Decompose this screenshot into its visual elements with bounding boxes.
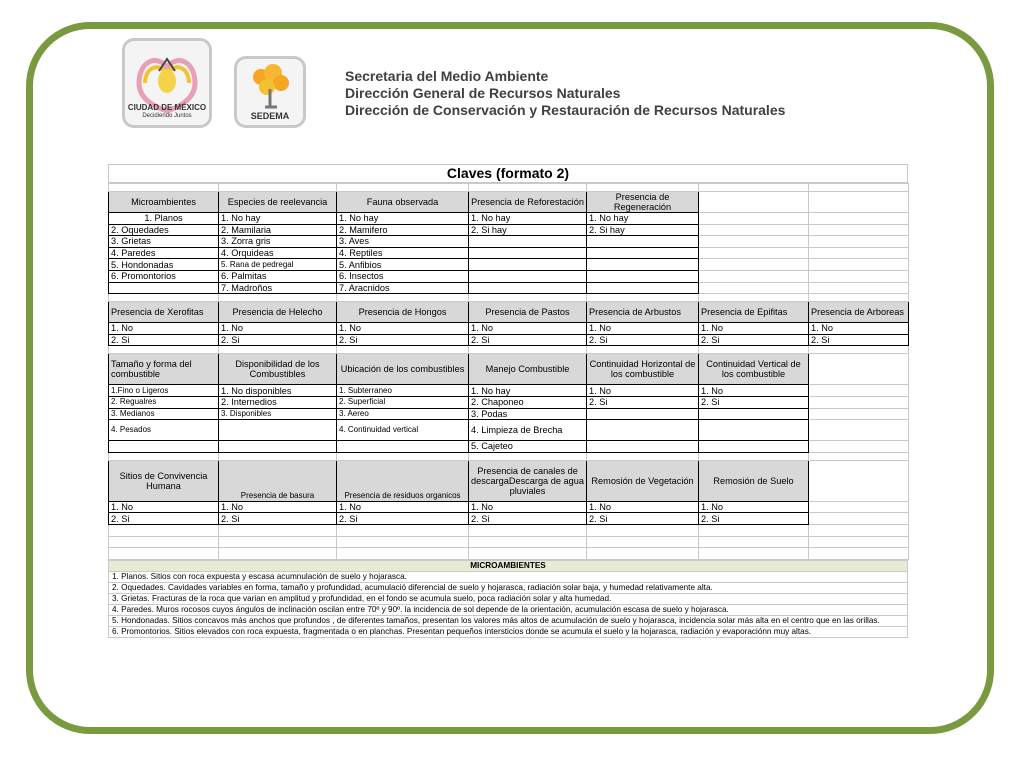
col-header: Presencia de residuos organicos bbox=[337, 460, 469, 501]
table-cell: 6. Palmitas bbox=[219, 270, 337, 282]
table-cell: 3. Grietas bbox=[109, 236, 219, 248]
note-item: 1. Planos. Sitios con roca expuesta y escasa acumnulación de suelo y hojarasca. bbox=[109, 571, 908, 582]
table-cell bbox=[587, 270, 699, 282]
table-cell: 2. Si hay bbox=[587, 224, 699, 236]
table-row bbox=[109, 224, 909, 236]
table-cell: 1. No bbox=[587, 385, 699, 397]
table-cell bbox=[587, 441, 699, 453]
sheet-title: Claves (formato 2) bbox=[108, 164, 908, 183]
col-header: Ubicación de los combustibles bbox=[337, 354, 469, 385]
table-row bbox=[109, 323, 909, 335]
table-cell: 2. Oquedades bbox=[109, 224, 219, 236]
table-cell: 3. Disponibles bbox=[219, 408, 337, 420]
table-row bbox=[109, 396, 909, 408]
table-row bbox=[109, 420, 909, 441]
table-cell: 1. No bbox=[109, 501, 219, 513]
table-cell: 2. Si bbox=[109, 513, 219, 525]
table-cell: 3. Zorra gris bbox=[219, 236, 337, 248]
table-cell bbox=[469, 236, 587, 248]
table-cell: 6. Insectos bbox=[337, 270, 469, 282]
table-cell: 4. Pesados bbox=[109, 420, 219, 441]
table-cell: 1.Fino o Ligeros bbox=[109, 385, 219, 397]
table-cell: 1. No bbox=[587, 323, 699, 335]
table-cell: 2. Si bbox=[809, 334, 909, 346]
table-cell: 4. Orquideas bbox=[219, 247, 337, 259]
table-row bbox=[109, 247, 909, 259]
cdmx-logo-name: CIUDAD DE MÉXICO bbox=[127, 103, 207, 112]
table-cell: 1. No bbox=[337, 323, 469, 335]
table-cell: 2. Si bbox=[219, 334, 337, 346]
col-header: Presencia de Hongos bbox=[337, 302, 469, 323]
table-cell: 4. Paredes bbox=[109, 247, 219, 259]
table-cell: 1. No bbox=[699, 323, 809, 335]
table-cell: 2. Si bbox=[109, 334, 219, 346]
table-cell bbox=[587, 420, 699, 441]
table-cell: 4. Continuidad vertical bbox=[337, 420, 469, 441]
table-cell bbox=[587, 282, 699, 294]
table-cell: 2. Si bbox=[699, 396, 809, 408]
table-cell: 2. Si bbox=[469, 513, 587, 525]
table-cell: 1. No bbox=[219, 323, 337, 335]
table-cell: 2. Chaponeo bbox=[469, 396, 587, 408]
table-row bbox=[109, 236, 909, 248]
col-header: Microambientes bbox=[109, 192, 219, 213]
col-header: Presencia de Xerofitas bbox=[109, 302, 219, 323]
cdmx-logo bbox=[122, 38, 212, 128]
table-cell bbox=[587, 247, 699, 259]
notes-heading: MICROAMBIENTES bbox=[109, 560, 908, 571]
table-cell: 2. Si bbox=[587, 513, 699, 525]
table-cell: 5. Cajeteo bbox=[469, 441, 587, 453]
table-cell: 2. Mamilaria bbox=[219, 224, 337, 236]
note-item: 5. Hondonadas. Sitios concavos más anchos que profundos , de diferentes tamaños, presentan los valores más altos de acumulación de suelo y hojarasca, incidencia solar más alta en el centro que en las orillas. bbox=[109, 615, 908, 626]
table-row bbox=[109, 259, 909, 271]
table-cell: 2. Internedios bbox=[219, 396, 337, 408]
section3-header-row bbox=[109, 354, 909, 385]
table-cell bbox=[219, 441, 337, 453]
table-cell: 1. No bbox=[469, 323, 587, 335]
table-cell bbox=[337, 441, 469, 453]
col-header: Fauna observada bbox=[337, 192, 469, 213]
table-row bbox=[109, 282, 909, 294]
table-cell: 3. Aves bbox=[337, 236, 469, 248]
table-cell bbox=[587, 408, 699, 420]
table-row bbox=[109, 408, 909, 420]
table-cell: 2. Regualres bbox=[109, 396, 219, 408]
col-header: Remosión de Suelo bbox=[699, 460, 809, 501]
table-cell: 2. Si bbox=[587, 396, 699, 408]
table-cell bbox=[109, 441, 219, 453]
header-line-3: Dirección de Conservación y Restauración de Recursos Naturales bbox=[345, 102, 786, 118]
table-cell: 2. Si bbox=[699, 513, 809, 525]
col-header: Presencia de Epifitas bbox=[699, 302, 809, 323]
claves-grid bbox=[108, 183, 909, 560]
col-header: Presencia de basura bbox=[219, 460, 337, 501]
table-row bbox=[109, 213, 909, 225]
table-row bbox=[109, 513, 909, 525]
institution-header bbox=[345, 68, 785, 119]
claves-sheet bbox=[108, 164, 908, 638]
col-header: Disponibilidad de los Combustibles bbox=[219, 354, 337, 385]
table-cell bbox=[469, 282, 587, 294]
table-cell: 1. No bbox=[809, 323, 909, 335]
note-item: 6. Promontorios. Sitios elevados con roca expuesta, fragmentada o en planchas. Presentan pequeños intersticios donde se acumula el suelo y la hojarasca, radiación y evaporaciónn muy altas. bbox=[109, 626, 908, 637]
table-cell: 4. Reptiles bbox=[337, 247, 469, 259]
table-cell: 1. No bbox=[469, 501, 587, 513]
col-header: Tamaño y forma del combustible bbox=[109, 354, 219, 385]
table-cell bbox=[109, 282, 219, 294]
table-cell: 2. Si hay bbox=[469, 224, 587, 236]
table-cell: 5. Anfibios bbox=[337, 259, 469, 271]
table-cell: 3. Aereo bbox=[337, 408, 469, 420]
table-row bbox=[109, 270, 909, 282]
table-cell bbox=[587, 236, 699, 248]
table-cell: 1. No hay bbox=[469, 385, 587, 397]
table-cell: 1. No bbox=[219, 501, 337, 513]
sedema-logo bbox=[234, 56, 306, 128]
table-cell: 1. No bbox=[699, 385, 809, 397]
table-cell: 7. Madroños bbox=[219, 282, 337, 294]
col-header: Presencia de Helecho bbox=[219, 302, 337, 323]
note-item: 2. Oquedades. Cavidades variables en forma, tamaño y profundidad, acumulació diferencial de suelo y hojarasca, radiación solar baja, y humedad relativamente alta. bbox=[109, 582, 908, 593]
table-cell: 5. Rana de pedregal bbox=[219, 259, 337, 271]
col-header: Continuidad Vertical de los combustible bbox=[699, 354, 809, 385]
col-header: Continuidad Horizontal de los combustible bbox=[587, 354, 699, 385]
section4-header-row bbox=[109, 460, 909, 501]
table-cell: 1. Planos bbox=[109, 213, 219, 225]
col-header: Especies de reelevancia bbox=[219, 192, 337, 213]
table-cell bbox=[219, 420, 337, 441]
table-cell bbox=[699, 408, 809, 420]
table-cell: 2. Si bbox=[587, 334, 699, 346]
table-cell: 2. Si bbox=[699, 334, 809, 346]
table-cell bbox=[699, 441, 809, 453]
sedema-logo-name: SEDEMA bbox=[250, 111, 290, 121]
table-cell: 2. Si bbox=[469, 334, 587, 346]
table-cell bbox=[699, 420, 809, 441]
table-cell: 4. Limpieza de Brecha bbox=[469, 420, 587, 441]
col-header: Presencia de Pastos bbox=[469, 302, 587, 323]
col-header: Manejo Combustible bbox=[469, 354, 587, 385]
table-cell: 1. No hay bbox=[469, 213, 587, 225]
section2-header-row bbox=[109, 302, 909, 323]
table-cell bbox=[469, 259, 587, 271]
table-cell: 1. No hay bbox=[587, 213, 699, 225]
section1-header-row bbox=[109, 192, 909, 213]
col-header: Presencia de canales de descargaDescarga de agua pluviales bbox=[469, 460, 587, 501]
col-header: Sitios de Convivencia Humana bbox=[109, 460, 219, 501]
table-cell: 7. Aracnidos bbox=[337, 282, 469, 294]
table-row bbox=[109, 334, 909, 346]
table-cell: 2. Si bbox=[337, 513, 469, 525]
table-cell bbox=[587, 259, 699, 271]
table-cell bbox=[469, 247, 587, 259]
col-header: Presencia de Arbustos bbox=[587, 302, 699, 323]
table-cell: 1. No hay bbox=[219, 213, 337, 225]
table-cell: 2. Si bbox=[219, 513, 337, 525]
table-cell: 1. No disponibles bbox=[219, 385, 337, 397]
header-line-2: Dirección General de Recursos Naturales bbox=[345, 85, 621, 101]
table-row bbox=[109, 385, 909, 397]
table-cell: 3. Medianos bbox=[109, 408, 219, 420]
table-cell: 1. No bbox=[337, 501, 469, 513]
cdmx-logo-tagline: Decidiendo Juntos bbox=[142, 113, 192, 119]
table-cell: 3. Podas bbox=[469, 408, 587, 420]
note-item: 3. Grietas. Fracturas de la roca que varian en amplitud y profundidad, en el fondo se acumula suelo, poca radiación solar y alta humedad. bbox=[109, 593, 908, 604]
table-cell: 2. Si bbox=[337, 334, 469, 346]
table-cell: 6. Promontorios bbox=[109, 270, 219, 282]
col-header: Presencia de Arboreas bbox=[809, 302, 909, 323]
col-header: Presencia de Reforestación bbox=[469, 192, 587, 213]
note-item: 4. Paredes. Muros rocosos cuyos ángulos de inclinación oscilan entre 70º y 90º. la incidencia de sol depende de la orientación, acumulación escasa de suelo y hojarasca. bbox=[109, 604, 908, 615]
table-cell: 1. No bbox=[699, 501, 809, 513]
microambientes-notes bbox=[108, 560, 908, 638]
table-row bbox=[109, 441, 909, 453]
table-cell: 5. Hondonadas bbox=[109, 259, 219, 271]
col-header: Remosión de Vegetación bbox=[587, 460, 699, 501]
table-cell: 1. No hay bbox=[337, 213, 469, 225]
table-cell: 1. Subterraneo bbox=[337, 385, 469, 397]
table-cell: 1. No bbox=[109, 323, 219, 335]
header-line-1: Secretaria del Medio Ambiente bbox=[345, 68, 549, 84]
table-cell: 2. Mamifero bbox=[337, 224, 469, 236]
table-cell: 2. Superficial bbox=[337, 396, 469, 408]
table-row bbox=[109, 501, 909, 513]
table-cell bbox=[469, 270, 587, 282]
table-cell: 1. No bbox=[587, 501, 699, 513]
col-header: Presencia de Regeneración bbox=[587, 192, 699, 213]
